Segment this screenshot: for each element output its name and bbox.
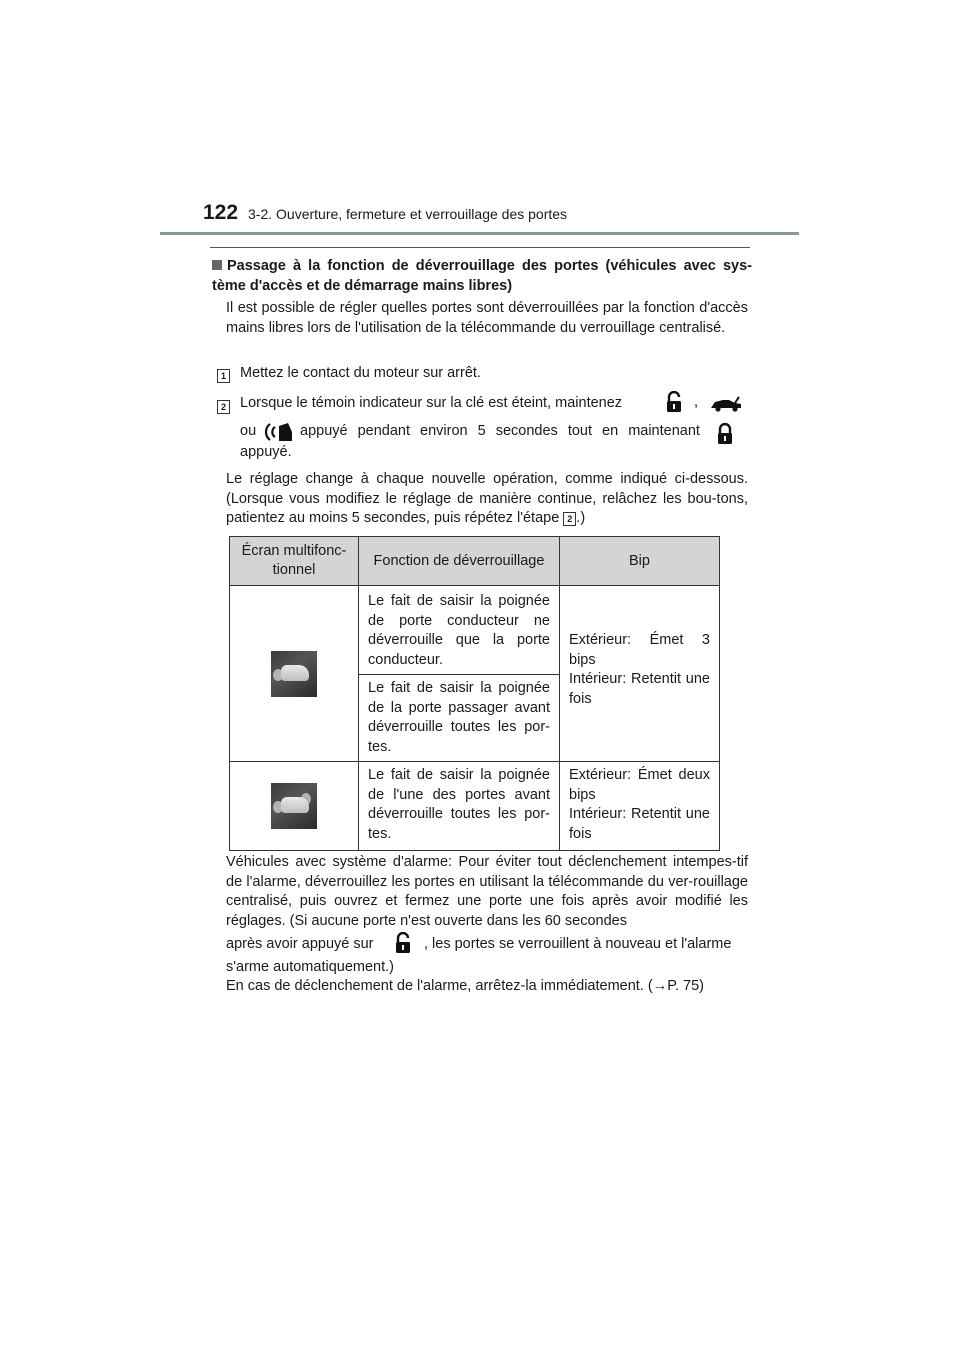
alarm-note: Véhicules avec système d'alarme: Pour éviter tout déclenchement intempes-tif de l'alarme, déverrouillez les portes en utilisant la télécommande du ver-rouillage centralisé, puis ouvrez et fermez une porte une fois après avoir modifié les réglages. (Si aucune porte n'est ouverte dans les 60 secondes [226, 854, 748, 929]
step-ref-box: 2 [563, 512, 576, 526]
beep-cell: Extérieur: Émet deux bips Intérieur: Retentit une fois [560, 762, 720, 851]
function-cell: Le fait de saisir la poignée de porte conducteur ne déverrouille que la porte conducteur. [359, 586, 560, 675]
section-divider [210, 247, 750, 248]
header-screen: Écran multifonc-tionnel [230, 537, 359, 586]
driver-door-display-image [271, 651, 317, 697]
step-1-number-box: 1 [217, 366, 230, 384]
step-1-text: Mettez le contact du moteur sur arrêt. [240, 365, 481, 381]
alarm-note-line-end: , les portes se verrouillent à nouveau et l'alarme [424, 936, 732, 952]
settings-table [229, 536, 720, 851]
front-doors-display-image [271, 783, 317, 829]
step-2-comma: , [694, 394, 699, 410]
function-cell: Le fait de saisir la poignée de l'une des portes avant déverrouille toutes les por-tes. [359, 762, 560, 851]
alarm-note-line: s'arme automatiquement.) [226, 959, 394, 975]
page-number: 122 [203, 201, 239, 224]
section-title: 3-2. Ouverture, fermeture et verrouillage des portes [248, 206, 568, 222]
function-cell: Le fait de saisir la poignée de la porte passager avant déverrouille toutes les por-tes. [359, 675, 560, 762]
table-header-row [230, 537, 720, 586]
beep-cell: Extérieur: Émet 3 bips Intérieur: Retentit une fois [560, 586, 720, 762]
step-2-or: ou [240, 423, 257, 439]
alarm-note-line: après avoir appuyé sur [226, 936, 374, 952]
step-2-text-line1: Lorsque le témoin indicateur sur la clé est éteint, maintenez [240, 395, 623, 411]
header-beep: Bip [560, 537, 720, 586]
change-note: Le réglage change à chaque nouvelle opération, comme indiqué ci-dessous. (Lorsque vous modifiez le réglage de manière continue, relâchez les bou-tons, patientez au moins 5 secondes, puis répétez l'étape 2 .) [226, 471, 748, 526]
step-2-text-line3: appuyé. [240, 444, 292, 460]
step-2-text-line2: appuyé pendant environ 5 secondes tout en maintenant [300, 423, 700, 439]
subsection-heading: Passage à la fonction de déverrouillage des portes (véhicules avec sys-tème d'accès et de démarrage mains libres) [212, 258, 752, 294]
lock-icon [716, 423, 734, 450]
unlock-icon [393, 932, 413, 959]
table-row [230, 586, 720, 675]
intro-paragraph: Il est possible de régler quelles portes sont déverrouillées par la fonction d'accès mains libres lors de l'utilisation de la télécommande du verrouillage centralisé. [226, 300, 748, 336]
header-rule [160, 232, 799, 235]
screen-cell [230, 586, 359, 762]
step-2-number-box: 2 [217, 397, 230, 415]
bullet-square-icon [212, 260, 222, 270]
unlock-icon [664, 391, 684, 418]
screen-cell [230, 762, 359, 851]
alarm-note-reference: En cas de déclenchement de l'alarme, arrêtez-la immédiatement. (→P. 75) [226, 978, 705, 994]
table-row [230, 762, 720, 851]
trunk-icon [709, 396, 743, 417]
header-function: Fonction de déverrouillage [359, 537, 560, 586]
